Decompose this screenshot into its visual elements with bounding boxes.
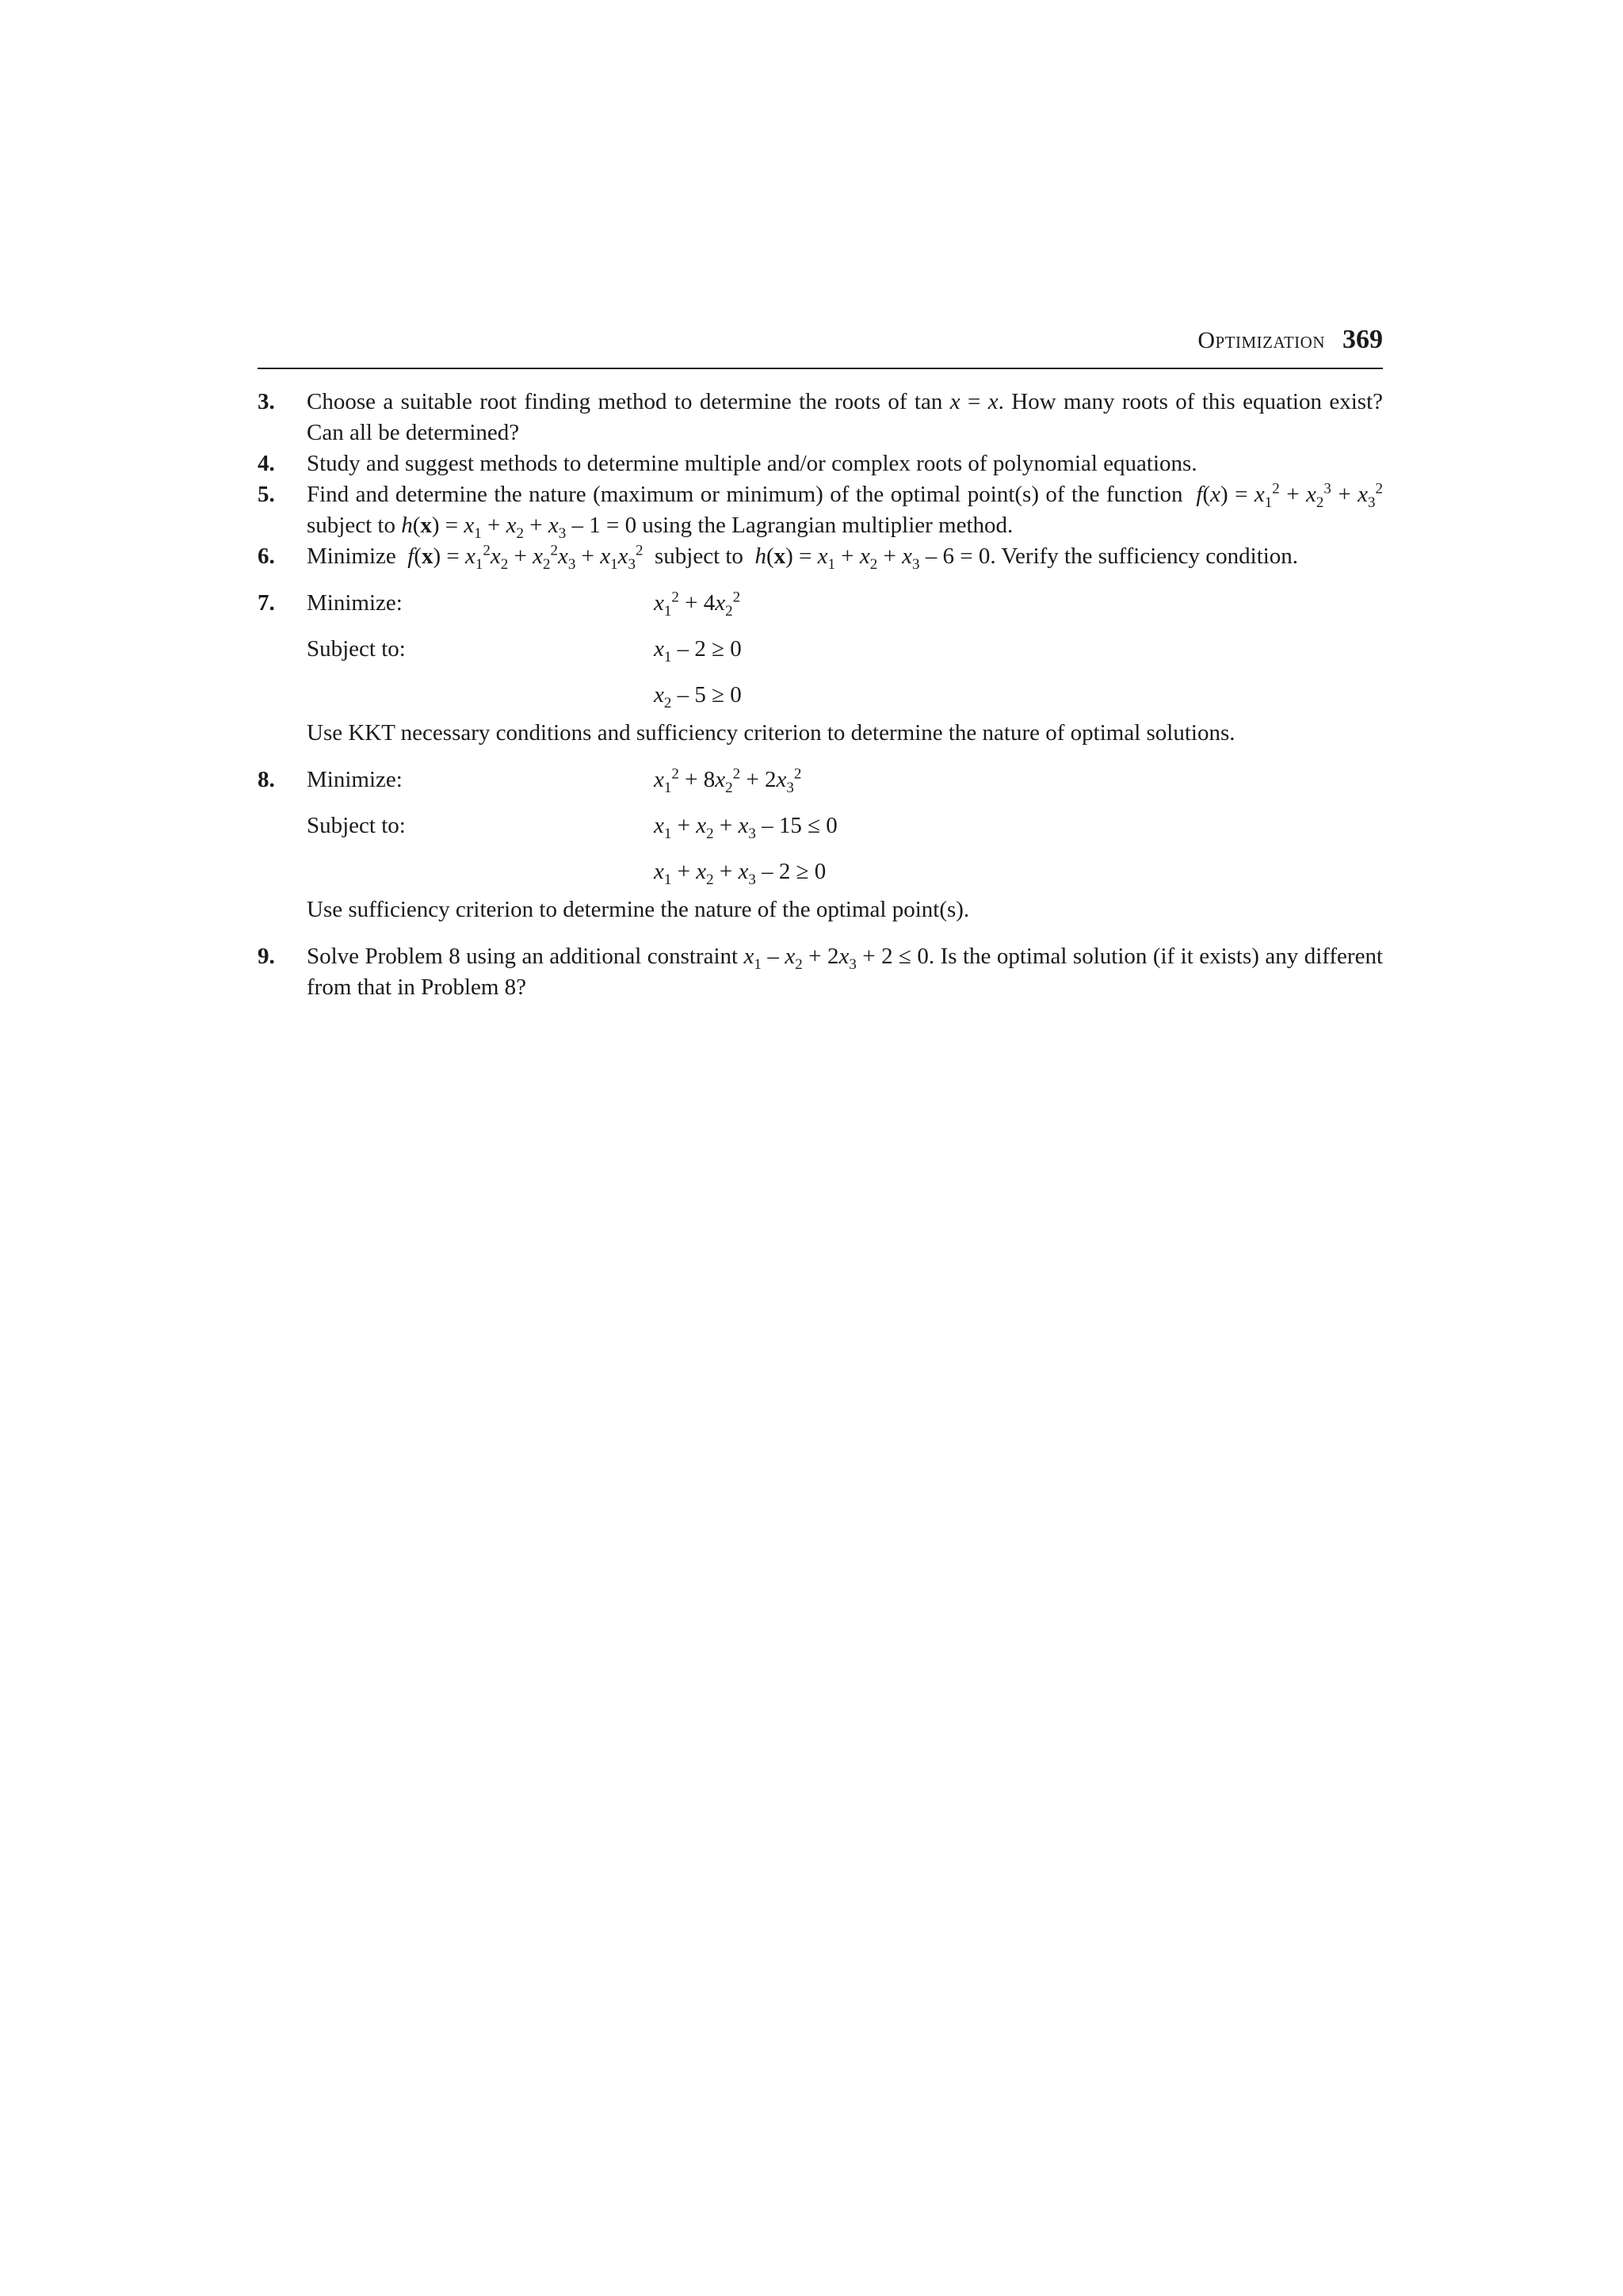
equation: f — [1189, 482, 1203, 507]
problem-3 — [258, 387, 1383, 448]
problem-number: 7. — [258, 590, 275, 616]
problem-number: 3. — [258, 389, 275, 414]
problem-text — [307, 588, 1383, 749]
problem-number: 8. — [258, 767, 275, 792]
subject-label: Subject to: — [307, 812, 406, 838]
section-name: Optimization — [1197, 327, 1325, 353]
equation: h — [401, 513, 413, 538]
running-head — [258, 325, 1383, 369]
constraint: $x_1 + x_2 + x_3 - 15 \le 0$ — [654, 812, 838, 842]
minimize-label: Minimize: — [307, 589, 403, 616]
problem-list — [258, 387, 1383, 1003]
problem-9 — [258, 941, 1383, 1003]
problem-number: 4. — [258, 451, 275, 476]
problem-6 — [258, 541, 1383, 572]
problem-instruction: Use sufficiency criterion to determine the nature of the optimal point(s). — [307, 897, 970, 922]
problem-text: Minimize $f(x) = x_1^2x_2 + x_2^2x_3 + x_1x_3^2$ subject to $h(x) = x_1 + x_2 + x_3 - 6 = 0$. Verify the sufficiency condition. — [307, 542, 1299, 573]
subject-label: Subject to: — [307, 635, 406, 662]
problem-number: 5. — [258, 482, 275, 507]
problem-text: Choose a suitable root finding method to determine the roots of tan x = x. How many roots of this equation exist? Can all be determined? — [307, 389, 1383, 445]
formulation — [307, 757, 1383, 894]
equation: h — [754, 543, 766, 569]
problem-text: Solve Problem 8 using an additional constraint $x_1 - x_2 + 2x_3 + 2 \le 0$. Is the optimal solution (if it exists) any different from that in Problem 8? — [307, 944, 1384, 1000]
problem-4 — [258, 448, 1383, 479]
problem-text — [307, 765, 1383, 925]
constraint: $x_1 - 2 \ge 0$ — [654, 635, 742, 666]
page — [258, 325, 1383, 1003]
problem-text: Study and suggest methods to determine multiple and/or complex roots of polynomial equations. — [307, 451, 1197, 476]
problem-7 — [258, 588, 1383, 749]
constraint: $x_1 + x_2 + x_3 - 2 \ge 0$ — [654, 858, 827, 888]
equation: f — [407, 543, 414, 569]
problem-instruction: Use KKT necessary conditions and sufficiency criterion to determine the nature of optimal solutions. — [307, 720, 1235, 746]
minimize-label: Minimize: — [307, 766, 403, 792]
problem-number: 9. — [258, 944, 275, 969]
equation: x — [949, 389, 960, 414]
formulation — [307, 580, 1383, 718]
problem-number: 6. — [258, 543, 275, 569]
page-number: 369 — [1342, 325, 1383, 354]
constraint: $x_2 - 5 \ge 0$ — [654, 681, 742, 711]
problem-8 — [258, 765, 1383, 925]
problem-text: Find and determine the nature (maximum or minimum) of the optimal point(s) of the function $f(x) = x_1^2 + x_2^3 + x_3^2$ subject to $h(x) = x_1 + x_2 + x_3 - 1 = 0$ using the Lagrangian multiplier method. — [307, 480, 1384, 542]
problem-5 — [258, 479, 1383, 541]
objective: $x_1^2 + 8x_2^2 + 2x_3^2$ — [654, 765, 802, 796]
objective: $x_1^2 + 4x_2^2$ — [654, 588, 741, 620]
equation: x — [743, 944, 754, 969]
